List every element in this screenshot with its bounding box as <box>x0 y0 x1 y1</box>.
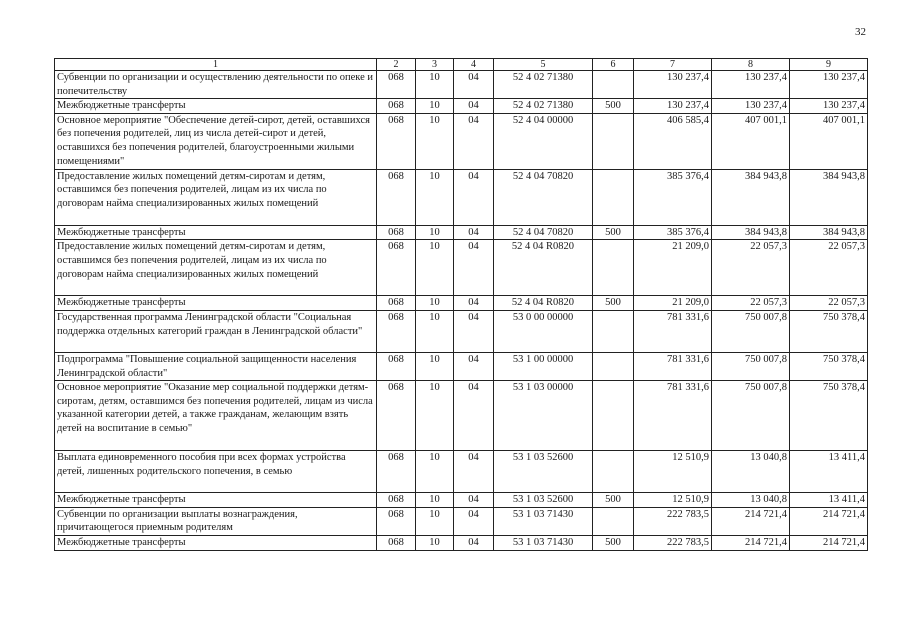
target-article-code: 53 0 00 00000 <box>494 310 593 352</box>
target-article-code: 53 1 03 52600 <box>494 493 593 508</box>
expense-type-code: 500 <box>593 99 634 114</box>
row-name: Основное мероприятие "Обеспечение детей-сирот, детей, оставшихся без попечения родителей, лиц из числа детей-сирот и детей, оставшихся без попечения родителей, благоустроенными жилыми помещениями" <box>55 113 377 169</box>
section-code: 10 <box>416 507 454 535</box>
column-header: 5 <box>494 59 593 71</box>
amount-col9: 750 378,4 <box>790 310 868 352</box>
amount-col8: 22 057,3 <box>712 240 790 296</box>
expense-type-code: 500 <box>593 225 634 240</box>
amount-col8: 750 007,8 <box>712 310 790 352</box>
table-row <box>55 535 868 550</box>
row-name: Межбюджетные трансферты <box>55 535 377 550</box>
row-name: Предоставление жилых помещений детям-сиротам и детям, оставшимся без попечения родителей, лицам из их числа по договорам найма специализированных жилых помещений <box>55 240 377 296</box>
table-row <box>55 71 868 99</box>
ministry-code: 068 <box>377 535 416 550</box>
amount-col7: 12 510,9 <box>634 451 712 493</box>
row-name: Предоставление жилых помещений детям-сиротам и детям, оставшимся без попечения родителей, лицам из их числа по договорам найма специализированных жилых помещений <box>55 169 377 225</box>
expense-type-code: 500 <box>593 535 634 550</box>
section-code: 10 <box>416 240 454 296</box>
expense-type-code <box>593 310 634 352</box>
table-row <box>55 451 868 493</box>
section-code: 10 <box>416 71 454 99</box>
row-name: Государственная программа Ленинградской области "Социальная поддержка отдельных категорий граждан в Ленинградской области" <box>55 310 377 352</box>
subsection-code: 04 <box>454 296 494 311</box>
amount-col9: 407 001,1 <box>790 113 868 169</box>
budget-table <box>54 58 868 551</box>
amount-col9: 384 943,8 <box>790 225 868 240</box>
column-header: 7 <box>634 59 712 71</box>
amount-col7: 222 783,5 <box>634 507 712 535</box>
amount-col7: 130 237,4 <box>634 99 712 114</box>
row-name: Межбюджетные трансферты <box>55 225 377 240</box>
ministry-code: 068 <box>377 451 416 493</box>
amount-col8: 22 057,3 <box>712 296 790 311</box>
row-name: Межбюджетные трансферты <box>55 493 377 508</box>
amount-col7: 781 331,6 <box>634 310 712 352</box>
ministry-code: 068 <box>377 310 416 352</box>
row-name: Субвенции по организации выплаты вознаграждения, причитающегося приемным родителям <box>55 507 377 535</box>
amount-col7: 12 510,9 <box>634 493 712 508</box>
amount-col8: 750 007,8 <box>712 352 790 380</box>
subsection-code: 04 <box>454 240 494 296</box>
table-body <box>55 71 868 551</box>
ministry-code: 068 <box>377 507 416 535</box>
section-code: 10 <box>416 451 454 493</box>
subsection-code: 04 <box>454 535 494 550</box>
amount-col8: 13 040,8 <box>712 493 790 508</box>
section-code: 10 <box>416 113 454 169</box>
row-name: Подпрограмма "Повышение социальной защищенности населения Ленинградской области" <box>55 352 377 380</box>
amount-col9: 750 378,4 <box>790 381 868 451</box>
amount-col8: 750 007,8 <box>712 381 790 451</box>
column-header: 6 <box>593 59 634 71</box>
section-code: 10 <box>416 381 454 451</box>
amount-col7: 781 331,6 <box>634 381 712 451</box>
amount-col8: 384 943,8 <box>712 169 790 225</box>
ministry-code: 068 <box>377 352 416 380</box>
table-row <box>55 507 868 535</box>
amount-col7: 21 209,0 <box>634 240 712 296</box>
amount-col7: 385 376,4 <box>634 225 712 240</box>
section-code: 10 <box>416 296 454 311</box>
section-code: 10 <box>416 352 454 380</box>
table-header <box>55 59 868 71</box>
amount-col7: 222 783,5 <box>634 535 712 550</box>
table-row <box>55 352 868 380</box>
table-row <box>55 99 868 114</box>
target-article-code: 52 4 04 70820 <box>494 225 593 240</box>
amount-col7: 385 376,4 <box>634 169 712 225</box>
target-article-code: 53 1 00 00000 <box>494 352 593 380</box>
section-code: 10 <box>416 493 454 508</box>
amount-col9: 22 057,3 <box>790 296 868 311</box>
section-code: 10 <box>416 225 454 240</box>
row-name: Субвенции по организации и осуществлению деятельности по опеке и попечительству <box>55 71 377 99</box>
section-code: 10 <box>416 535 454 550</box>
amount-col8: 214 721,4 <box>712 535 790 550</box>
section-code: 10 <box>416 310 454 352</box>
target-article-code: 53 1 03 00000 <box>494 381 593 451</box>
amount-col7: 21 209,0 <box>634 296 712 311</box>
column-header: 1 <box>55 59 377 71</box>
header-row <box>55 59 868 71</box>
table-row <box>55 381 868 451</box>
subsection-code: 04 <box>454 99 494 114</box>
amount-col9: 13 411,4 <box>790 451 868 493</box>
subsection-code: 04 <box>454 113 494 169</box>
table-row <box>55 296 868 311</box>
amount-col9: 750 378,4 <box>790 352 868 380</box>
expense-type-code: 500 <box>593 296 634 311</box>
ministry-code: 068 <box>377 113 416 169</box>
ministry-code: 068 <box>377 169 416 225</box>
expense-type-code <box>593 352 634 380</box>
expense-type-code: 500 <box>593 493 634 508</box>
subsection-code: 04 <box>454 493 494 508</box>
column-header: 8 <box>712 59 790 71</box>
subsection-code: 04 <box>454 310 494 352</box>
amount-col8: 384 943,8 <box>712 225 790 240</box>
ministry-code: 068 <box>377 240 416 296</box>
amount-col9: 22 057,3 <box>790 240 868 296</box>
ministry-code: 068 <box>377 99 416 114</box>
amount-col8: 130 237,4 <box>712 99 790 114</box>
amount-col9: 13 411,4 <box>790 493 868 508</box>
amount-col9: 214 721,4 <box>790 507 868 535</box>
target-article-code: 52 4 04 00000 <box>494 113 593 169</box>
expense-type-code <box>593 240 634 296</box>
row-name: Межбюджетные трансферты <box>55 99 377 114</box>
subsection-code: 04 <box>454 225 494 240</box>
target-article-code: 52 4 02 71380 <box>494 99 593 114</box>
target-article-code: 52 4 04 70820 <box>494 169 593 225</box>
column-header: 3 <box>416 59 454 71</box>
amount-col7: 130 237,4 <box>634 71 712 99</box>
column-header: 9 <box>790 59 868 71</box>
amount-col9: 130 237,4 <box>790 99 868 114</box>
table-row <box>55 240 868 296</box>
expense-type-code <box>593 451 634 493</box>
ministry-code: 068 <box>377 296 416 311</box>
target-article-code: 53 1 03 52600 <box>494 451 593 493</box>
target-article-code: 52 4 02 71380 <box>494 71 593 99</box>
table-row <box>55 310 868 352</box>
ministry-code: 068 <box>377 493 416 508</box>
section-code: 10 <box>416 169 454 225</box>
amount-col8: 214 721,4 <box>712 507 790 535</box>
target-article-code: 53 1 03 71430 <box>494 535 593 550</box>
expense-type-code <box>593 71 634 99</box>
amount-col9: 384 943,8 <box>790 169 868 225</box>
ministry-code: 068 <box>377 225 416 240</box>
section-code: 10 <box>416 99 454 114</box>
amount-col7: 406 585,4 <box>634 113 712 169</box>
subsection-code: 04 <box>454 451 494 493</box>
table-row <box>55 493 868 508</box>
amount-col7: 781 331,6 <box>634 352 712 380</box>
row-name: Межбюджетные трансферты <box>55 296 377 311</box>
subsection-code: 04 <box>454 381 494 451</box>
row-name: Основное мероприятие "Оказание мер социальной поддержки детям-сиротам, детям, оставшимся без попечения родителей, лицам из числа указанной категории детей, а также гражданам, желающим взять детей на воспитание в семью" <box>55 381 377 451</box>
row-name: Выплата единовременного пособия при всех формах устройства детей, лишенных родительского попечения, в семью <box>55 451 377 493</box>
subsection-code: 04 <box>454 352 494 380</box>
target-article-code: 52 4 04 R0820 <box>494 296 593 311</box>
table-row <box>55 169 868 225</box>
column-header: 4 <box>454 59 494 71</box>
expense-type-code <box>593 507 634 535</box>
amount-col9: 214 721,4 <box>790 535 868 550</box>
amount-col8: 130 237,4 <box>712 71 790 99</box>
target-article-code: 52 4 04 R0820 <box>494 240 593 296</box>
expense-type-code <box>593 381 634 451</box>
subsection-code: 04 <box>454 169 494 225</box>
column-header: 2 <box>377 59 416 71</box>
subsection-code: 04 <box>454 71 494 99</box>
amount-col9: 130 237,4 <box>790 71 868 99</box>
table-row <box>55 113 868 169</box>
expense-type-code <box>593 169 634 225</box>
page-number: 32 <box>855 26 866 38</box>
subsection-code: 04 <box>454 507 494 535</box>
table-row <box>55 225 868 240</box>
target-article-code: 53 1 03 71430 <box>494 507 593 535</box>
expense-type-code <box>593 113 634 169</box>
ministry-code: 068 <box>377 71 416 99</box>
ministry-code: 068 <box>377 381 416 451</box>
amount-col8: 407 001,1 <box>712 113 790 169</box>
amount-col8: 13 040,8 <box>712 451 790 493</box>
